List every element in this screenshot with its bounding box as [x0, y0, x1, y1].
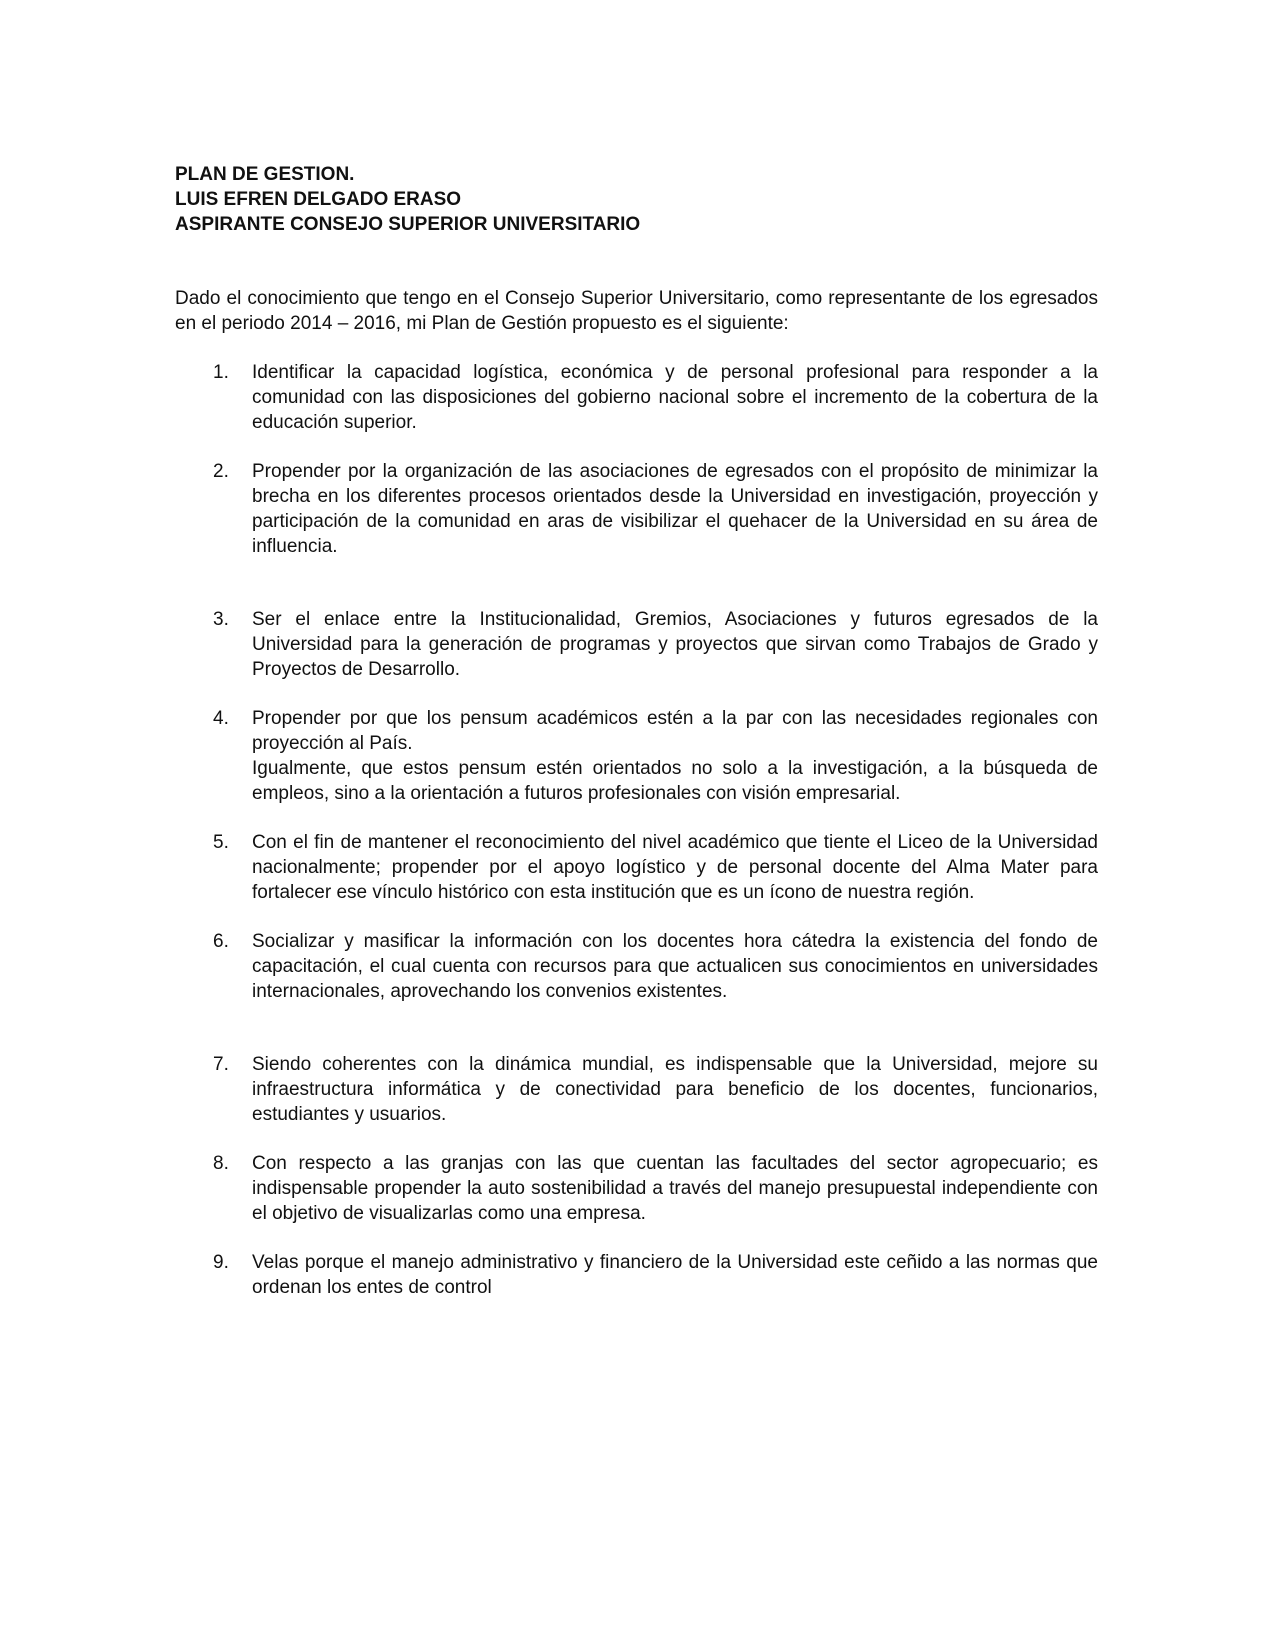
- doc-title: PLAN DE GESTION.: [175, 164, 355, 185]
- list-item: [175, 830, 1098, 905]
- list-item-number: 9.: [213, 1252, 229, 1273]
- list-item: [175, 360, 1098, 435]
- list-item-number: 7.: [213, 1054, 229, 1075]
- list-item-text: Ser el enlace entre la Institucionalidad, Gremios, Asociaciones y futuros egresados de la Universidad para la generación de programas y proyectos que sirvan como Trabajos de Grado y Proyectos de Desarrollo.: [252, 609, 1098, 680]
- list-item-number: 8.: [213, 1153, 229, 1174]
- list-item-text: Velas porque el manejo administrativo y financiero de la Universidad este ceñido a las normas que ordenan los entes de control: [252, 1252, 1098, 1298]
- list-item-text: Propender por la organización de las asociaciones de egresados con el propósito de minimizar la brecha en los diferentes procesos orientados desde la Universidad en investigación, proyección y participación de la comunidad en aras de visibilizar el quehacer de la Universidad en su área de influencia.: [252, 461, 1098, 557]
- list-item-text: Identificar la capacidad logística, económica y de personal profesional para responder a la comunidad con las disposiciones del gobierno nacional sobre el incremento de la cobertura de la educación superior.: [252, 362, 1098, 433]
- document-page: [175, 162, 1098, 1300]
- list-item-number: 4.: [213, 708, 229, 729]
- list-item-number: 1.: [213, 362, 229, 383]
- list-item-text: Socializar y masificar la información con los docentes hora cátedra la existencia del fondo de capacitación, el cual cuenta con recursos para que actualicen sus conocimientos en universidades internacionales, aprovechando los convenios existentes.: [252, 931, 1098, 1002]
- author-name: LUIS EFREN DELGADO ERASO: [175, 189, 462, 210]
- list-item: [175, 706, 1098, 806]
- plan-list: [175, 360, 1098, 1300]
- list-item-text: Siendo coherentes con la dinámica mundial, es indispensable que la Universidad, mejore su infraestructura informática y de conectividad para beneficio de los docentes, funcionarios, estudiantes y usuarios.: [252, 1054, 1098, 1125]
- intro-paragraph: Dado el conocimiento que tengo en el Consejo Superior Universitario, como representante de los egresados en el periodo 2014 – 2016, mi Plan de Gestión propuesto es el siguiente:: [175, 288, 1098, 334]
- list-item-text-continued: Igualmente, que estos pensum estén orientados no solo a la investigación, a la búsqueda de empleos, sino a la orientación a futuros profesionales con visión empresarial.: [252, 758, 1098, 804]
- list-item-number: 5.: [213, 832, 229, 853]
- author-role: ASPIRANTE CONSEJO SUPERIOR UNIVERSITARIO: [175, 214, 641, 235]
- list-item-number: 6.: [213, 931, 229, 952]
- list-item: [175, 1151, 1098, 1226]
- list-item-text: Con respecto a las granjas con las que cuentan las facultades del sector agropecuario; es indispensable propender la auto sostenibilidad a través del manejo presupuestal independiente con el objetivo de visualizarlas como una empresa.: [252, 1153, 1098, 1224]
- list-item: [175, 459, 1098, 559]
- list-item-number: 3.: [213, 609, 229, 630]
- list-item: [175, 1052, 1098, 1127]
- list-item-number: 2.: [213, 461, 229, 482]
- list-item: [175, 929, 1098, 1004]
- list-item-text: Propender por que los pensum académicos estén a la par con las necesidades regionales con proyección al País.: [252, 708, 1098, 754]
- list-item-text: Con el fin de mantener el reconocimiento del nivel académico que tiente el Liceo de la Universidad nacionalmente; propender por el apoyo logístico y de personal docente del Alma Mater para fortalecer ese vínculo histórico con esta institución que es un ícono de nuestra región.: [252, 832, 1098, 903]
- list-item: [175, 607, 1098, 682]
- list-item: [175, 1250, 1098, 1300]
